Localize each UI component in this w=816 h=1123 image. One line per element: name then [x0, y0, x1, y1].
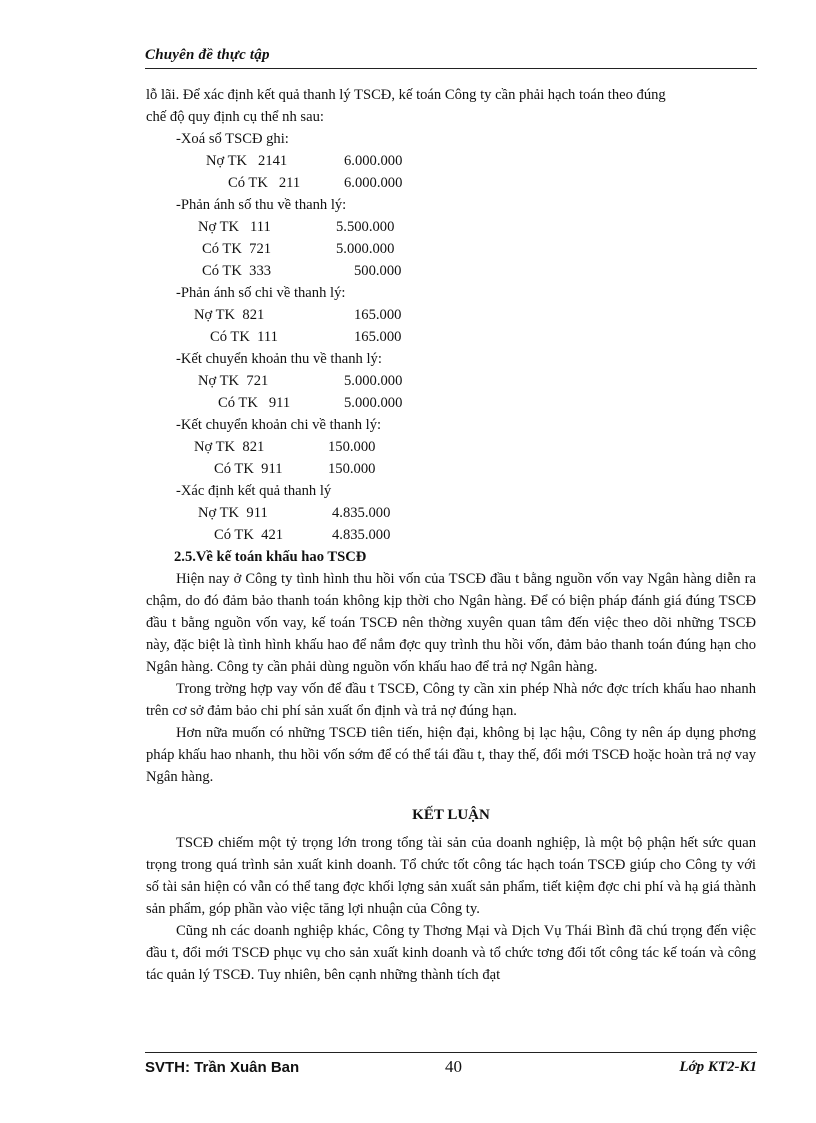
account: Có TK 111: [210, 329, 278, 345]
entry-line: [146, 238, 756, 260]
amount: 150.000: [328, 439, 376, 455]
account: Có TK 721: [202, 241, 272, 257]
paragraph: Trong trờng hợp vay vốn để đầu t TSCĐ, Công ty cần xin phép Nhà nớc đợc trích khấu hao nhanh trên cơ sở đảm bảo chi phí sản xuất ổn định và trả nợ đúng hạn.: [146, 681, 756, 719]
entry-line: [146, 326, 756, 348]
amount: 6.000.000: [344, 153, 403, 169]
header-title: Chuyên đề thực tập: [145, 47, 270, 63]
amount: 165.000: [354, 307, 402, 323]
amount: 6.000.000: [344, 175, 403, 191]
page-footer: [145, 1052, 757, 1083]
entry-line: [146, 172, 756, 194]
amount: 5.500.000: [336, 219, 395, 235]
entry-line: [146, 370, 756, 392]
account: Nợ TK 111: [198, 219, 271, 235]
account: Có TK 211: [228, 175, 301, 191]
page-number: 40: [445, 1057, 462, 1076]
intro-line-2: chế độ quy định cụ thể nh sau:: [146, 109, 324, 125]
entry-line: [146, 502, 756, 524]
account: Có TK 421: [214, 527, 284, 543]
account: Nợ TK 2141: [206, 153, 288, 169]
entry-line: [146, 150, 756, 172]
student-name: SVTH: Trần Xuân Ban: [145, 1059, 300, 1076]
account: Nợ TK 911: [198, 505, 268, 521]
paragraph: Hiện nay ở Công ty tình hình thu hồi vốn của TSCĐ đầu t bằng nguồn vốn vay Ngân hàng diễn ra chậm, do đó đảm bảo thanh toán không kịp thời cho Ngân hàng. Để có biện pháp đánh giá đúng TSCĐ đầu t bằng nguồn vốn vay, kế toán TSCĐ nên thờng xuyên quan tâm đến việc theo dõi những TSCĐ này, đặc biệt là tình hình khấu hao để nắm đợc quy trình thu hồi vốn, đảm bảo thanh toán đúng hạn cho Ngân hàng. Công ty cần phải dùng nguồn vốn khấu hao để trả nợ Ngân hàng.: [146, 571, 756, 675]
entry-heading: -Kết chuyển khoản thu về thanh lý:: [176, 351, 382, 367]
entry-line: [146, 458, 756, 480]
section-title: 2.5.Về kế toán khấu hao TSCĐ: [174, 549, 367, 565]
entry-line: [146, 436, 756, 458]
account: Có TK 333: [202, 263, 272, 279]
entry-line: [146, 392, 756, 414]
amount: 4.835.000: [332, 505, 391, 521]
paragraph: Hơn nữa muốn có những TSCĐ tiên tiến, hiện đại, không bị lạc hậu, Công ty nên áp dụng phơng pháp khấu hao nhanh, thu hồi vốn sớm để có thể tái đầu t, thay thế, đổi mới TSCĐ hoặc hoàn trả nợ vay Ngân hàng.: [146, 725, 756, 785]
paragraph: Cũng nh các doanh nghiệp khác, Công ty Thơng Mại và Dịch Vụ Thái Bình đã chú trọng đến việc đầu t, đổi mới TSCĐ phục vụ cho sản xuất kinh doanh và tổ chức tơng đối tốt công tác kế toán và công tác quản lý TSCĐ. Tuy nhiên, bên cạnh những thành tích đạt: [146, 923, 756, 983]
journal-entries: [146, 128, 756, 546]
entry-heading: -Phản ánh số chi về thanh lý:: [176, 285, 346, 301]
amount: 5.000.000: [344, 395, 403, 411]
amount: 500.000: [354, 263, 402, 279]
entry-heading: -Phản ánh số thu về thanh lý:: [176, 197, 347, 213]
amount: 5.000.000: [336, 241, 395, 257]
conclusion-title: KẾT LUẬN: [412, 807, 490, 823]
account: Nợ TK 721: [198, 373, 269, 389]
entry-line: [146, 304, 756, 326]
amount: 150.000: [328, 461, 376, 477]
paragraph: TSCĐ chiếm một tỷ trọng lớn trong tổng tài sản của doanh nghiệp, là một bộ phận hết sức quan trọng trong quá trình sản xuất kinh doanh. Tổ chức tốt công tác hạch toán TSCĐ giúp cho Công ty với số tài sản hiện có vẫn có thể tang đợc khối lợng sản xuất sản phẩm, tiết kiệm đợc chi phí và hạ giá thành sản phẩm, góp phần vào việc tăng lợi nhuận của Công ty.: [146, 835, 756, 917]
intro-line-1: lỗ lãi. Để xác định kết quả thanh lý TSCĐ, kế toán Công ty cần phải hạch toán theo đúng: [146, 87, 666, 103]
entry-heading: -Xác định kết quả thanh lý: [176, 483, 332, 499]
amount: 5.000.000: [344, 373, 403, 389]
entry-line: [146, 524, 756, 546]
account: Có TK 911: [218, 395, 291, 411]
page-body: [146, 84, 756, 986]
amount: 4.835.000: [332, 527, 391, 543]
entry-heading: -Kết chuyển khoản chi về thanh lý:: [176, 417, 382, 433]
account: Có TK 911: [214, 461, 283, 477]
page-header: [145, 46, 757, 69]
amount: 165.000: [354, 329, 402, 345]
entry-line: [146, 216, 756, 238]
account: Nợ TK 821: [194, 307, 265, 323]
entry-heading: -Xoá sổ TSCĐ ghi:: [176, 131, 289, 147]
entry-line: [146, 260, 756, 282]
account: Nợ TK 821: [194, 439, 265, 455]
class-name: Lớp KT2-K1: [679, 1059, 757, 1075]
